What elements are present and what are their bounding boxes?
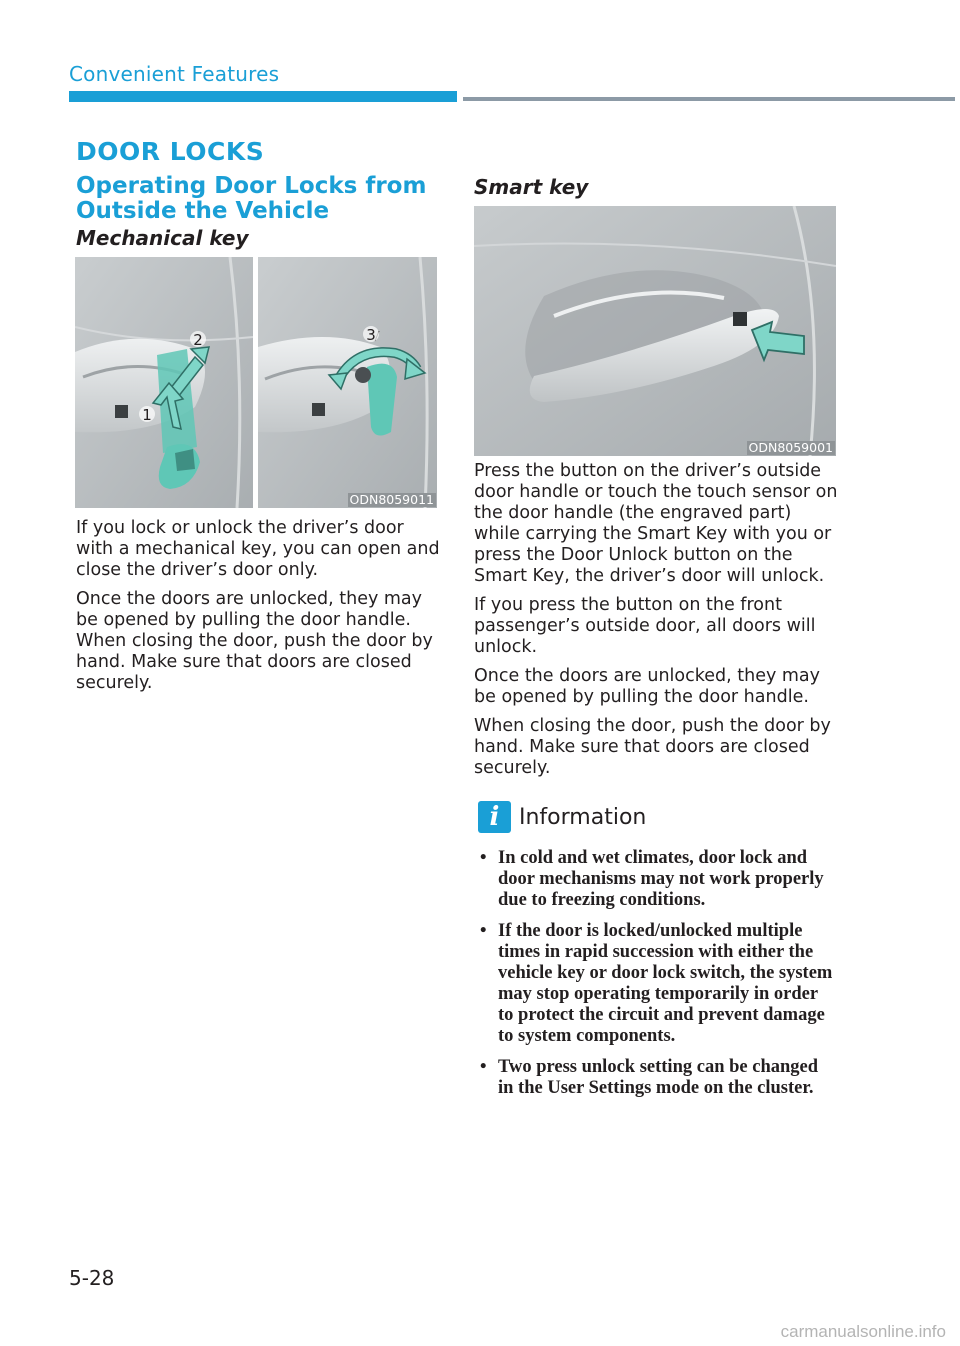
paragraph: If you lock or unlock the driver’s door with a mechanical key, you can open and close the driver’s door only. <box>76 518 440 580</box>
information-item-text: In cold and wet climates, door lock and door mechanisms may not work properly due to freezing conditions. <box>498 848 824 910</box>
information-heading <box>478 800 646 834</box>
callout-1: 1 <box>142 406 152 424</box>
subsection-title: Operating Door Locks from Outside the Vehicle <box>76 173 427 224</box>
figure-code: ODN8059001 <box>748 440 833 455</box>
smart-key-heading: Smart key <box>474 175 589 199</box>
paragraph: Press the button on the driver’s outside door handle or touch the touch sensor on the door handle (the engraved part) while carrying the Smart Key with you or press the Door Unlock button on the Smart Key, the driver’s door will unlock. <box>474 461 838 586</box>
information-item-text: Two press unlock setting can be changed in the User Settings mode on the cluster. <box>498 1057 819 1098</box>
list-item <box>476 921 836 1047</box>
page-number: 5-28 <box>69 1266 115 1290</box>
header-rule-grey <box>463 97 955 101</box>
running-header: Convenient Features <box>69 62 280 86</box>
smart-key-figure <box>474 206 836 456</box>
smart-key-text <box>474 461 839 787</box>
information-label: Information <box>519 804 647 830</box>
information-icon: i <box>478 801 511 833</box>
paragraph: Once the doors are unlocked, they may be opened by pulling the door handle. <box>474 666 821 707</box>
mechanical-key-heading: Mechanical key <box>76 226 249 250</box>
paragraph: When closing the door, push the door by hand. Make sure that doors are closed securely. <box>474 716 831 778</box>
information-item-text: If the door is locked/unlocked multiple times in rapid succession with either the vehicle key or door lock switch, the system may stop operating temporarily in order to protect the circuit and prevent damage to system components. <box>498 921 833 1046</box>
bullet: • <box>480 848 487 868</box>
paragraph: If you press the button on the front passenger’s outside door, all doors will unlock. <box>474 595 816 657</box>
figure-code: ODN8059011 <box>349 492 434 507</box>
callout-2: 2 <box>193 331 203 349</box>
bullet: • <box>480 1057 487 1077</box>
mechanical-key-text <box>76 518 441 702</box>
list-item <box>476 1057 836 1099</box>
section-title: DOOR LOCKS <box>76 137 265 166</box>
header-rule-accent <box>69 91 457 102</box>
information-list <box>476 848 836 1109</box>
paragraph: Once the doors are unlocked, they may be opened by pulling the door handle. When closing the door, push the door by hand. Make sure that doors are closed securely. <box>76 589 433 693</box>
bullet: • <box>480 921 487 941</box>
callout-3: 3 <box>366 326 376 344</box>
list-item <box>476 848 836 911</box>
mechanical-key-figure <box>75 257 437 508</box>
watermark: carmanualsonline.info <box>780 1322 946 1341</box>
